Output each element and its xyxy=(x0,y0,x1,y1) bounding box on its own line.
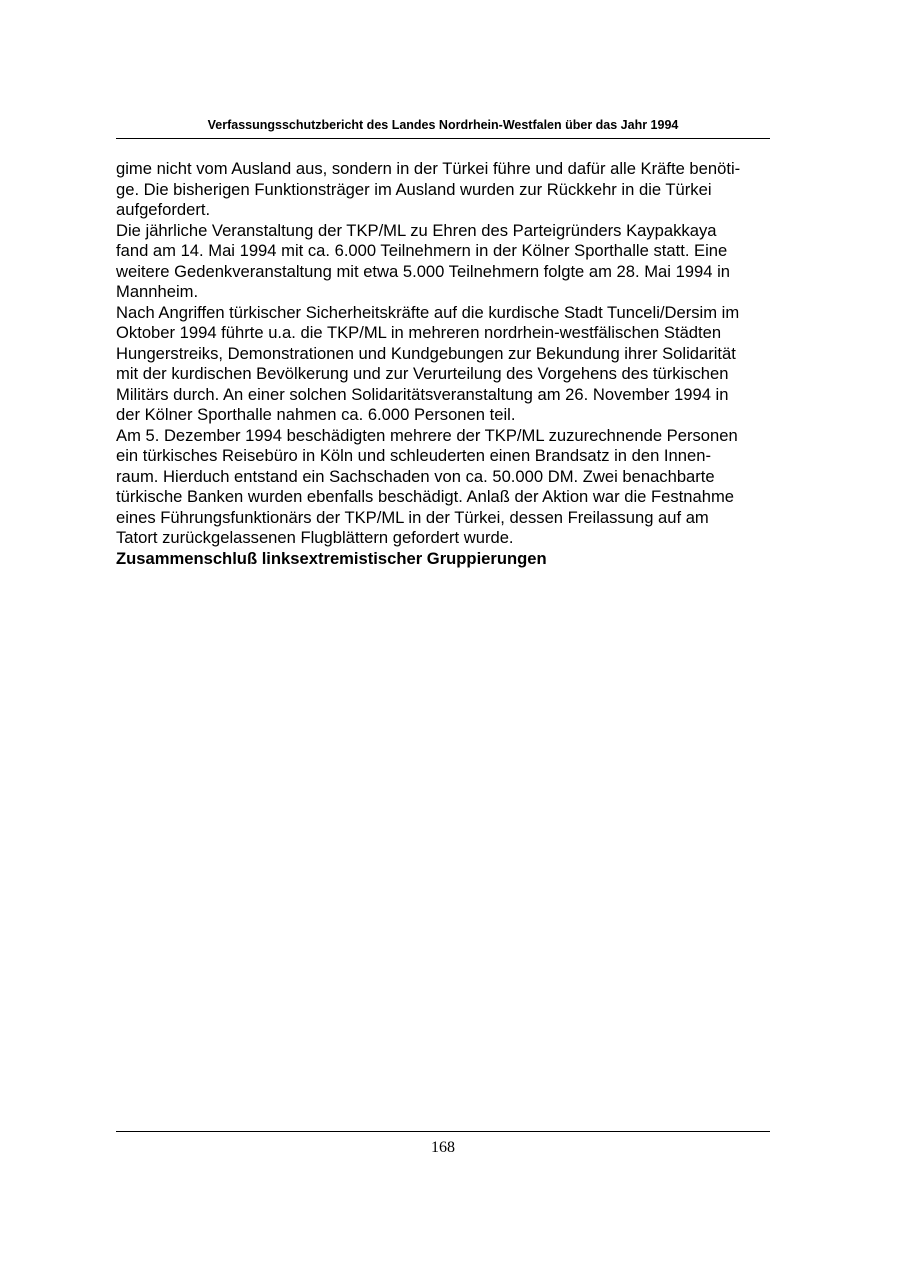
page-number: 168 xyxy=(431,1139,455,1156)
text-line: der Kölner Sporthalle nahmen ca. 6.000 Personen teil. xyxy=(116,405,516,424)
text-line: gime nicht vom Ausland aus, sondern in der Türkei führe und dafür alle Kräfte benöti- xyxy=(116,159,741,178)
text-line: fand am 14. Mai 1994 mit ca. 6.000 Teilnehmern in der Kölner Sporthalle statt. Eine xyxy=(116,241,728,260)
text-line: weitere Gedenkveranstaltung mit etwa 5.000 Teilnehmern folgte am 28. Mai 1994 in xyxy=(116,261,731,281)
text-line: ge. Die bisherigen Funktionsträger im Ausland wurden zur Rückkehr in die Türkei xyxy=(116,179,712,199)
text-line: Die jährliche Veranstaltung der TKP/ML zu Ehren des Parteigründers Kaypakkaya xyxy=(116,220,717,240)
footer-divider xyxy=(116,1131,770,1132)
text-line: ein türkisches Reisebüro in Köln und schleuderten einen Brandsatz in den Innen- xyxy=(116,446,711,465)
text-line: eines Führungsfunktionärs der TKP/ML in der Türkei, dessen Freilassung auf am xyxy=(116,507,709,527)
section-heading: Zusammenschluß linksextremistischer Gruppierungen xyxy=(116,548,547,568)
text-line: Nach Angriffen türkischer Sicherheitskräfte auf die kurdische Stadt Tunceli/Dersim im xyxy=(116,302,740,322)
text-line: aufgefordert. xyxy=(116,200,211,219)
text-line: türkische Banken wurden ebenfalls beschädigt. Anlaß der Aktion war die Festnahme xyxy=(116,487,735,506)
text-line: Tatort zurückgelassenen Flugblättern gefordert wurde. xyxy=(116,528,514,547)
text-line: Am 5. Dezember 1994 beschädigten mehrere der TKP/ML zuzurechnende Personen xyxy=(116,425,738,445)
text-line: raum. Hierduch entstand ein Sachschaden von ca. 50.000 DM. Zwei benachbarte xyxy=(116,466,715,486)
text-line: Militärs durch. An einer solchen Solidaritätsveranstaltung am 26. November 1994 in xyxy=(116,384,729,404)
text-line: Hungerstreiks, Demonstrationen und Kundgebungen zur Bekundung ihrer Solidarität xyxy=(116,343,736,363)
text-line: mit der kurdischen Bevölkerung und zur Verurteilung des Vorgehens des türkischen xyxy=(116,364,729,383)
page-header: Verfassungsschutzbericht des Landes Nordrhein-Westfalen über das Jahr 1994 xyxy=(207,118,679,132)
text-line: Oktober 1994 führte u.a. die TKP/ML in mehreren nordrhein-westfälischen Städten xyxy=(116,323,722,342)
body-text xyxy=(116,159,786,569)
text-line: Mannheim. xyxy=(116,282,199,301)
header-divider xyxy=(116,138,770,139)
